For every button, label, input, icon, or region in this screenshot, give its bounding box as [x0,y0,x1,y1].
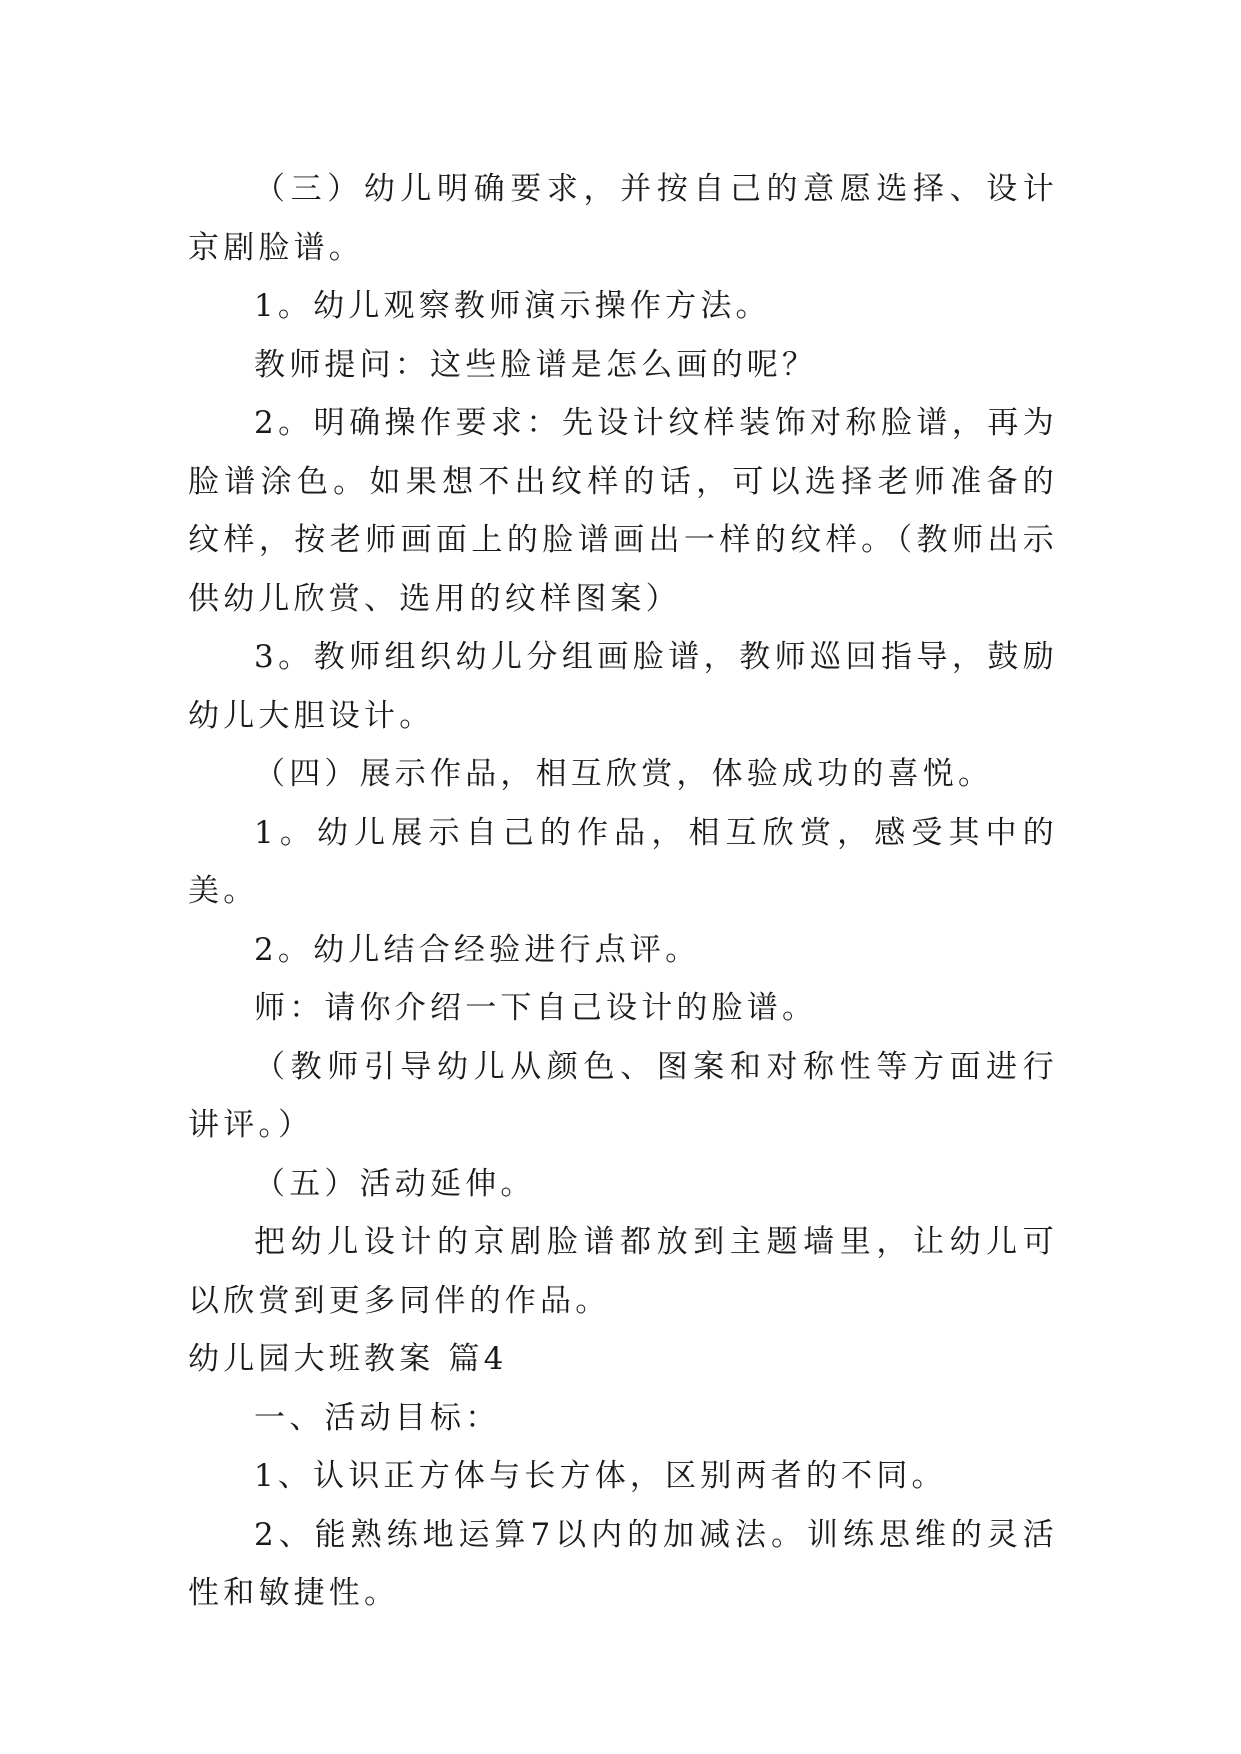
paragraph-teacher-guidance: （教师引导幼儿从颜色、图案和对称性等方面进行讲评。） [188,1048,1058,1143]
paragraph-section-3-heading: （三）幼儿明确要求，并按自己的意愿选择、设计京剧脸谱。 [188,171,1058,266]
paragraph-section-5-heading: （五）活动延伸。 [254,1165,536,1202]
paragraph-teacher-prompt: 师：请你介绍一下自己设计的脸谱。 [254,990,818,1026]
paragraph-step-2: 2。明确操作要求：先设计纹样装饰对称脸谱，再为脸谱涂色。如果想不出纹样的话，可以选择老师准备的纹样，按老师画面上的脸谱画出一样的纹样。（教师出示供幼儿欣赏、选用的纹样图案） [188,405,1058,617]
paragraph-goals-heading: 一、活动目标： [254,1399,501,1436]
lesson-plan-title: 幼儿园大班教案 篇4 [188,1341,508,1377]
paragraph-step-1: 1。幼儿观察教师演示操作方法。 [254,288,771,324]
paragraph-goal-2: 2、能熟练地运算7以内的加减法。训练思维的灵活性和敏捷性。 [188,1516,1058,1611]
paragraph-teacher-question: 教师提问：这些脸谱是怎么画的呢？ [254,346,818,383]
paragraph-step-3: 3。教师组织幼儿分组画脸谱，教师巡回指导，鼓励幼儿大胆设计。 [188,639,1058,734]
paragraph-section-4-heading: （四）展示作品，相互欣赏，体验成功的喜悦。 [254,756,994,792]
document-body [188,160,1058,1623]
paragraph-extension: 把幼儿设计的京剧脸谱都放到主题墙里，让幼儿可以欣赏到更多同伴的作品。 [188,1224,1058,1319]
paragraph-goal-1: 1、认识正方体与长方体，区别两者的不同。 [254,1458,947,1494]
paragraph-section-4-step-2: 2。幼儿结合经验进行点评。 [254,931,701,968]
paragraph-section-4-step-1: 1。幼儿展示自己的作品，相互欣赏，感受其中的美。 [188,814,1058,909]
